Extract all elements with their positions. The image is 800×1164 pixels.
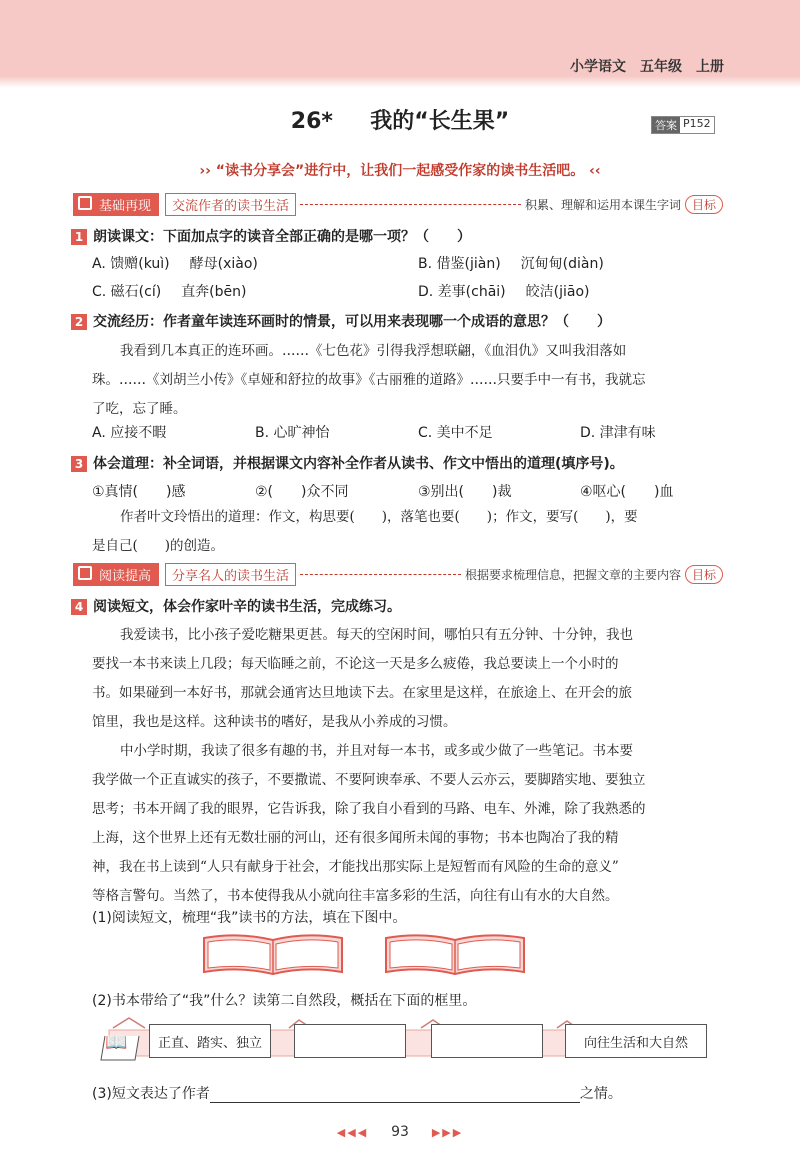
passage-line: 要找一本书来读上几段；每天临睡之前，不论这一天是多么疲倦，我总要读上一个小时的 (92, 656, 619, 672)
passage-line: 我看到几本真正的连环画。……《七色花》引得我浮想联翩，《血泪仇》又叫我泪落如 (120, 343, 627, 359)
q2-passage (92, 337, 732, 424)
passage-line: 等格言警句。当然了，书本使得我从小就向往丰富多彩的生活，向往有山有水的大自然。 (92, 888, 619, 904)
answer-page: P152 (683, 117, 711, 130)
passage-line: 馆里，我也是这样。这种读书的嗜好，是我从小养成的习惯。 (92, 714, 457, 730)
answer-label: 答案 (652, 117, 680, 133)
q4-sub-1: (1)阅读短文，梳理“我”读书的方法，填在下图中。 (92, 910, 407, 926)
q2-option-b[interactable]: B. 心旷神怡 (255, 425, 330, 441)
question-1 (71, 226, 471, 246)
q3-item-4[interactable]: ④呕心( )血 (580, 484, 674, 500)
question-3 (71, 453, 624, 473)
summary-box-1: 正直、踏实、独立 (149, 1024, 271, 1058)
series-label: 小学语文 五年级 上册 (570, 59, 724, 75)
chevron-right-icon: ›› (199, 163, 211, 179)
page-number: 93 (391, 1124, 409, 1140)
sub3-prefix: (3)短文表达了作者 (92, 1086, 210, 1102)
lesson-title: 我的“长生果” (370, 109, 510, 134)
question-number: 1 (71, 229, 87, 245)
q3-item-1[interactable]: ①真情( )感 (92, 484, 186, 500)
section-subtitle: 分享名人的读书生活 (165, 563, 296, 586)
passage-line: 中小学时期，我读了很多有趣的书，并且对每一本书，或多或少做了一些笔记。书本要 (120, 743, 633, 759)
section-goal: 积累、理解和运用本课生字词 (524, 197, 681, 212)
lesson-number: 26* (290, 109, 333, 134)
section-tag: 阅读提高 (73, 563, 159, 586)
summary-banner (99, 1016, 709, 1066)
option-d[interactable]: D. 差事(chāi) 皎洁(jiāo) (418, 284, 590, 300)
q4-sub-3 (92, 1083, 622, 1103)
passage-line: 我爱读书，比小孩子爱吃糖果更甚。每天的空闲时间，哪怕只有五分钟、十分钟，我也 (120, 627, 633, 643)
section-tag: 基础再现 (73, 193, 159, 216)
sub3-suffix: 之情。 (579, 1086, 622, 1102)
passage-line: 了吃，忘了睡。 (92, 401, 187, 417)
passage-line: 上海，这个世界上还有无数壮丽的河山，还有很多闻所未闻的事物；书本也陶冶了我的精 (92, 830, 619, 846)
answer-reference[interactable] (651, 116, 715, 134)
passage-line: 思考；书本开阔了我的眼界，它告诉我，除了我自小看到的马路、电车、外滩，除了我熟悉的 (92, 801, 646, 817)
slogan-text: “读书分享会”进行中，让我们一起感受作家的读书生活吧。 (215, 163, 585, 179)
section-goal: 根据要求梳理信息，把握文章的主要内容 (464, 567, 681, 582)
section-subtitle: 交流作者的读书生活 (165, 193, 296, 216)
option-b[interactable]: B. 借鉴(jiàn) 沉甸甸(diàn) (418, 256, 604, 272)
question-text: 交流经历：作者童年读连环画时的情景，可以用来表现哪一个成语的意思？（ ） (93, 314, 611, 330)
section-header-reading (73, 563, 723, 585)
summary-box-3[interactable] (431, 1024, 543, 1058)
right-arrows-icon: ▶▶▶ (431, 1126, 464, 1139)
slogan (0, 160, 800, 180)
q4-passage (92, 621, 732, 911)
page-footer (0, 1124, 800, 1140)
q4-sub-2: (2)书本带给了“我”什么？读第二自然段，概括在下面的框里。 (92, 993, 477, 1009)
summary-box-2[interactable] (294, 1024, 406, 1058)
dashed-divider (300, 203, 521, 205)
passage-line: 珠。……《刘胡兰小传》《卓娅和舒拉的故事》《古丽雅的道路》……只要手中一有书，我就忘 (92, 372, 646, 388)
open-book-answer-1[interactable] (200, 932, 346, 980)
statement-line: 是自己( )的创造。 (92, 538, 225, 554)
option-a[interactable]: A. 馈赠(kuì) 酵母(xiào) (92, 256, 258, 272)
question-4 (71, 596, 401, 616)
chevron-left-icon: ‹‹ (589, 163, 601, 179)
question-text: 阅读短文，体会作家叶辛的读书生活，完成练习。 (93, 599, 401, 615)
book-icon: 📖 (105, 1032, 128, 1053)
question-number: 4 (71, 599, 87, 615)
statement-line: 作者叶文玲悟出的道理：作文，构思要( )，落笔也要( )；作文，要写( )，要 (120, 509, 638, 525)
passage-line: 神，我在书上读到“人只有献身于社会，才能找出那实际上是短暂而有风险的生命的意义” (92, 859, 619, 875)
q3-item-2[interactable]: ②( )众不同 (255, 484, 349, 500)
goal-badge: 目标 (685, 565, 723, 584)
option-c[interactable]: C. 磁石(cí) 直奔(bēn) (92, 284, 247, 300)
q2-option-d[interactable]: D. 津津有味 (580, 425, 656, 441)
dashed-divider (300, 573, 461, 575)
question-text: 朗读课文：下面加点字的读音全部正确的是哪一项？（ ） (93, 229, 471, 245)
summary-box-4: 向往生活和大自然 (565, 1024, 707, 1058)
q3-statement (92, 503, 732, 561)
q2-option-a[interactable]: A. 应接不暇 (92, 425, 167, 441)
section-header-basic (73, 193, 723, 215)
passage-line: 书。如果碰到一本好书，那就会通宵达旦地读下去。在家里是这样，在旅途上、在开会的旅 (92, 685, 632, 701)
goal-badge: 目标 (685, 195, 723, 214)
question-number: 3 (71, 456, 87, 472)
question-2 (71, 311, 611, 331)
question-text: 体会道理：补全词语，并根据课文内容补全作者从读书、作文中悟出的道理(填序号)。 (93, 456, 624, 472)
open-book-answer-2[interactable] (382, 932, 528, 980)
q3-item-3[interactable]: ③别出( )裁 (418, 484, 512, 500)
answer-blank[interactable] (210, 1088, 580, 1103)
passage-line: 我学做一个正直诚实的孩子，不要撒谎、不要阿谀奉承、不要人云亦云，要脚踏实地、要独立 (92, 772, 646, 788)
question-number: 2 (71, 314, 87, 330)
left-arrows-icon: ◀◀◀ (336, 1126, 369, 1139)
q2-option-c[interactable]: C. 美中不足 (418, 425, 493, 441)
